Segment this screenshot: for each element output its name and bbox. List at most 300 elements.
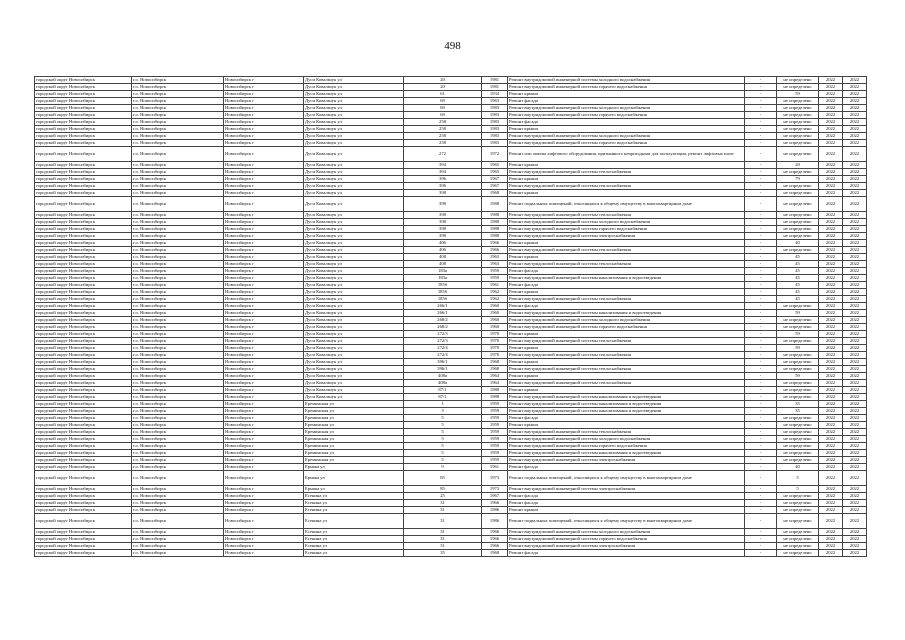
cell-cost: не определено — [777, 507, 819, 514]
cell-city: Новосибирск г — [224, 493, 304, 500]
cell-municipality: городской округ Новосибирск — [35, 422, 132, 429]
cell-house-number: 87/1 — [404, 394, 482, 401]
cell-cost: не определено — [777, 197, 819, 212]
cell-work-type: Ремонт внутридомовой инженерной системы теплоснабжения — [508, 212, 745, 219]
cell-dash: - — [745, 254, 777, 261]
cell-work-type: Ремонт крыши — [508, 507, 745, 514]
cell-end-year: 2022 — [843, 436, 867, 443]
cell-start-year: 2022 — [819, 415, 843, 422]
cell-start-year: 2022 — [819, 112, 843, 119]
cell-work-type: Ремонт крыши — [508, 126, 745, 133]
cell-cost: не определено — [777, 190, 819, 197]
cell-start-year: 2022 — [819, 98, 843, 105]
cell-year: 1983 — [482, 105, 508, 112]
cell-house-number: 3 — [404, 408, 482, 415]
cell-municipality: городской округ Новосибирск — [35, 133, 132, 140]
cell-dash: - — [745, 169, 777, 176]
cell-city: Новосибирск г — [224, 352, 304, 359]
cell-street: Дуси Ковальчук ул — [304, 359, 404, 366]
cell-cost: 40 — [777, 240, 819, 247]
cell-settlement: г.о. Новосибирск — [132, 140, 224, 147]
cell-start-year: 2022 — [819, 429, 843, 436]
table-row — [35, 394, 867, 401]
cell-work-type: Ремонт крыши — [508, 345, 745, 352]
table-row — [35, 296, 867, 303]
cell-municipality: городской округ Новосибирск — [35, 536, 132, 543]
cell-house-number: 31 — [404, 529, 482, 536]
cell-house-number: 406 — [404, 240, 482, 247]
cell-municipality: городской округ Новосибирск — [35, 408, 132, 415]
cell-year: 1983 — [482, 140, 508, 147]
cell-start-year: 2022 — [819, 464, 843, 471]
cell-cost: не определено — [777, 119, 819, 126]
cell-municipality: городской округ Новосибирск — [35, 394, 132, 401]
cell-city: Новосибирск г — [224, 98, 304, 105]
cell-year: 1973 — [482, 471, 508, 486]
cell-year: 1986 — [482, 514, 508, 529]
cell-city: Новосибирск г — [224, 133, 304, 140]
cell-start-year: 2022 — [819, 443, 843, 450]
cell-work-type: Ремонт крыши — [508, 387, 745, 394]
cell-municipality: городской округ Новосибирск — [35, 240, 132, 247]
cell-year: 1959 — [482, 408, 508, 415]
cell-dash: - — [745, 190, 777, 197]
cell-city: Новосибирск г — [224, 91, 304, 98]
cell-year: 1983 — [482, 119, 508, 126]
cell-municipality: городской округ Новосибирск — [35, 550, 132, 557]
cell-house-number: 272/4 — [404, 345, 482, 352]
cell-city: Новосибирск г — [224, 457, 304, 464]
cell-work-type: Ремонт крыши — [508, 240, 745, 247]
cell-city: Новосибирск г — [224, 240, 304, 247]
cell-cost: 45 — [777, 289, 819, 296]
cell-municipality: городской округ Новосибирск — [35, 183, 132, 190]
cell-cost: не определено — [777, 247, 819, 254]
cell-year: 1988 — [482, 219, 508, 226]
cell-house-number: 272/3 — [404, 338, 482, 345]
cell-city: Новосибирск г — [224, 450, 304, 457]
cell-street: Есенина ул — [304, 550, 404, 557]
cell-start-year: 2022 — [819, 331, 843, 338]
cell-municipality: городской округ Новосибирск — [35, 233, 132, 240]
cell-end-year: 2022 — [843, 268, 867, 275]
cell-city: Новосибирск г — [224, 282, 304, 289]
cell-dash: - — [745, 261, 777, 268]
cell-city: Новосибирск г — [224, 84, 304, 91]
cell-cost: не определено — [777, 380, 819, 387]
cell-cost: не определено — [777, 457, 819, 464]
cell-dash: - — [745, 394, 777, 401]
cell-dash: - — [745, 289, 777, 296]
cell-municipality: городской округ Новосибирск — [35, 324, 132, 331]
cell-start-year: 2022 — [819, 176, 843, 183]
cell-house-number: 394 — [404, 169, 482, 176]
cell-house-number: 272 — [404, 147, 482, 162]
table-row — [35, 310, 867, 317]
cell-start-year: 2022 — [819, 197, 843, 212]
cell-start-year: 2022 — [819, 91, 843, 98]
table-row — [35, 226, 867, 233]
cell-dash: - — [745, 352, 777, 359]
cell-street: Есенина ул — [304, 529, 404, 536]
cell-house-number: 272/3 — [404, 331, 482, 338]
cell-settlement: г.о. Новосибирск — [132, 247, 224, 254]
cell-cost: не определено — [777, 359, 819, 366]
cell-end-year: 2022 — [843, 443, 867, 450]
cell-dash: - — [745, 119, 777, 126]
cell-cost: не определено — [777, 105, 819, 112]
cell-settlement: г.о. Новосибирск — [132, 359, 224, 366]
cell-street: Дуси Ковальчук ул — [304, 183, 404, 190]
cell-end-year: 2022 — [843, 352, 867, 359]
cell-city: Новосибирск г — [224, 105, 304, 112]
cell-settlement: г.о. Новосибирск — [132, 197, 224, 212]
cell-end-year: 2022 — [843, 140, 867, 147]
cell-cost: не определено — [777, 84, 819, 91]
cell-start-year: 2022 — [819, 296, 843, 303]
table-row — [35, 233, 867, 240]
cell-dash: - — [745, 91, 777, 98]
cell-house-number: 258 — [404, 126, 482, 133]
cell-work-type: Ремонт внутридомовой инженерной системы холодного водоснабжения — [508, 219, 745, 226]
cell-street: Дуси Ковальчук ул — [304, 289, 404, 296]
cell-work-type: Ремонт крыши — [508, 289, 745, 296]
cell-end-year: 2022 — [843, 183, 867, 190]
cell-dash: - — [745, 366, 777, 373]
cell-dash: - — [745, 514, 777, 529]
cell-work-type: Ремонт подвальных помещений, относящихся к общему имуществу в многоквартирном доме — [508, 197, 745, 212]
cell-city: Новосибирск г — [224, 275, 304, 282]
cell-municipality: городской округ Новосибирск — [35, 126, 132, 133]
table-row — [35, 190, 867, 197]
cell-end-year: 2022 — [843, 550, 867, 557]
cell-municipality: городской округ Новосибирск — [35, 443, 132, 450]
cell-municipality: городской округ Новосибирск — [35, 471, 132, 486]
cell-cost: 45 — [777, 268, 819, 275]
cell-end-year: 2022 — [843, 84, 867, 91]
cell-cost: не определено — [777, 415, 819, 422]
cell-house-number: 5 — [404, 457, 482, 464]
cell-house-number: 20 — [404, 77, 482, 84]
cell-cost: не определено — [777, 140, 819, 147]
cell-cost: не определено — [777, 233, 819, 240]
cell-dash: - — [745, 240, 777, 247]
cell-cost: не определено — [777, 126, 819, 133]
table-row — [35, 443, 867, 450]
table-row — [35, 112, 867, 119]
cell-year: 1962 — [482, 289, 508, 296]
cell-city: Новосибирск г — [224, 338, 304, 345]
cell-year: 1968 — [482, 550, 508, 557]
table-row — [35, 493, 867, 500]
cell-cost: 40 — [777, 464, 819, 471]
table-row — [35, 450, 867, 457]
cell-work-type: Ремонт внутридомовой инженерной системы теплоснабжения — [508, 338, 745, 345]
cell-start-year: 2022 — [819, 254, 843, 261]
cell-dash: - — [745, 197, 777, 212]
cell-work-type: Ремонт внутридомовой инженерной системы канализования и водоотведения — [508, 310, 745, 317]
cell-street: Дуси Ковальчук ул — [304, 331, 404, 338]
cell-end-year: 2022 — [843, 429, 867, 436]
cell-end-year: 2022 — [843, 529, 867, 536]
cell-settlement: г.о. Новосибирск — [132, 387, 224, 394]
cell-settlement: г.о. Новосибирск — [132, 190, 224, 197]
cell-work-type: Ремонт подвальных помещений, относящихся к общему имуществу в многоквартирном доме — [508, 514, 745, 529]
cell-year: 1981 — [482, 84, 508, 91]
cell-house-number: 183а — [404, 275, 482, 282]
cell-municipality: городской округ Новосибирск — [35, 507, 132, 514]
cell-city: Новосибирск г — [224, 119, 304, 126]
cell-municipality: городской округ Новосибирск — [35, 345, 132, 352]
cell-cost: 45 — [777, 261, 819, 268]
cell-dash: - — [745, 493, 777, 500]
cell-dash: - — [745, 345, 777, 352]
cell-year: 1970 — [482, 345, 508, 352]
table-row — [35, 212, 867, 219]
cell-year: 1959 — [482, 436, 508, 443]
cell-municipality: городской округ Новосибирск — [35, 91, 132, 98]
cell-settlement: г.о. Новосибирск — [132, 310, 224, 317]
cell-street: Дуси Ковальчук ул — [304, 219, 404, 226]
cell-street: Дуси Ковальчук ул — [304, 98, 404, 105]
cell-work-type: Ремонт фасада — [508, 268, 745, 275]
cell-municipality: городской округ Новосибирск — [35, 415, 132, 422]
cell-work-type: Ремонт внутридомовой инженерной системы теплоснабжения — [508, 261, 745, 268]
table-row — [35, 345, 867, 352]
table-row — [35, 415, 867, 422]
cell-municipality: городской округ Новосибирск — [35, 436, 132, 443]
cell-city: Новосибирск г — [224, 429, 304, 436]
table-row — [35, 529, 867, 536]
cell-city: Новосибирск г — [224, 169, 304, 176]
cell-municipality: городской округ Новосибирск — [35, 275, 132, 282]
cell-cost: не определено — [777, 387, 819, 394]
cell-cost: не определено — [777, 317, 819, 324]
cell-end-year: 2022 — [843, 289, 867, 296]
cell-municipality: городской округ Новосибирск — [35, 429, 132, 436]
cell-end-year: 2022 — [843, 514, 867, 529]
cell-cost: 79 — [777, 176, 819, 183]
cell-end-year: 2022 — [843, 380, 867, 387]
cell-year: 1970 — [482, 352, 508, 359]
cell-dash: - — [745, 140, 777, 147]
cell-work-type: Ремонт внутридомовой инженерной системы канализования и водоотведения — [508, 394, 745, 401]
cell-start-year: 2022 — [819, 536, 843, 543]
cell-house-number: 35 — [404, 550, 482, 557]
cell-street: Ереминская ул — [304, 457, 404, 464]
cell-year: 1959 — [482, 422, 508, 429]
cell-house-number: 258 — [404, 119, 482, 126]
cell-municipality: городской округ Новосибирск — [35, 289, 132, 296]
cell-dash: - — [745, 471, 777, 486]
cell-house-number: 266/1 — [404, 303, 482, 310]
cell-house-number: 69 — [404, 105, 482, 112]
cell-settlement: г.о. Новосибирск — [132, 401, 224, 408]
cell-municipality: городской округ Новосибирск — [35, 387, 132, 394]
cell-start-year: 2022 — [819, 84, 843, 91]
cell-start-year: 2022 — [819, 387, 843, 394]
cell-cost: не определено — [777, 550, 819, 557]
cell-year: 1959 — [482, 275, 508, 282]
cell-settlement: г.о. Новосибирск — [132, 147, 224, 162]
cell-street: Дуси Ковальчук ул — [304, 147, 404, 162]
table-row — [35, 219, 867, 226]
cell-cost: 59 — [777, 91, 819, 98]
cell-house-number: 398 — [404, 233, 482, 240]
cell-house-number: 31 — [404, 536, 482, 543]
cell-work-type: Ремонт внутридомовой инженерной системы теплоснабжения — [508, 296, 745, 303]
cell-year: 1959 — [482, 443, 508, 450]
cell-work-type: Ремонт внутридомовой инженерной системы теплоснабжения — [508, 352, 745, 359]
cell-street: Дуси Ковальчук ул — [304, 112, 404, 119]
cell-settlement: г.о. Новосибирск — [132, 254, 224, 261]
cell-start-year: 2022 — [819, 345, 843, 352]
cell-house-number: 85 — [404, 471, 482, 486]
cell-end-year: 2022 — [843, 450, 867, 457]
cell-city: Новосибирск г — [224, 373, 304, 380]
cell-cost: не определено — [777, 226, 819, 233]
cell-dash: - — [745, 247, 777, 254]
cell-work-type: Ремонт фасада — [508, 464, 745, 471]
cell-city: Новосибирск г — [224, 514, 304, 529]
table-row — [35, 331, 867, 338]
cell-municipality: городской округ Новосибирск — [35, 457, 132, 464]
table-row — [35, 514, 867, 529]
cell-year: 1963 — [482, 254, 508, 261]
cell-municipality: городской округ Новосибирск — [35, 366, 132, 373]
cell-dash: - — [745, 126, 777, 133]
cell-city: Новосибирск г — [224, 247, 304, 254]
cell-work-type: Ремонт внутридомовой инженерной системы электроснабжения — [508, 486, 745, 493]
cell-street: Дуси Ковальчук ул — [304, 373, 404, 380]
cell-start-year: 2022 — [819, 226, 843, 233]
cell-street: Ереминская ул — [304, 401, 404, 408]
cell-city: Новосибирск г — [224, 443, 304, 450]
cell-dash: - — [745, 226, 777, 233]
cell-work-type: Ремонт внутридомовой инженерной системы холодного водоснабжения — [508, 105, 745, 112]
cell-end-year: 2022 — [843, 91, 867, 98]
cell-settlement: г.о. Новосибирск — [132, 464, 224, 471]
cell-dash: - — [745, 233, 777, 240]
cell-work-type: Ремонт крыши — [508, 176, 745, 183]
cell-city: Новосибирск г — [224, 289, 304, 296]
cell-settlement: г.о. Новосибирск — [132, 457, 224, 464]
cell-settlement: г.о. Новосибирск — [132, 415, 224, 422]
cell-cost: не определено — [777, 543, 819, 550]
cell-municipality: городской округ Новосибирск — [35, 140, 132, 147]
cell-municipality: городской округ Новосибирск — [35, 190, 132, 197]
table-row — [35, 324, 867, 331]
cell-city: Новосибирск г — [224, 471, 304, 486]
cell-start-year: 2022 — [819, 126, 843, 133]
cell-city: Новосибирск г — [224, 261, 304, 268]
cell-street: Дуси Ковальчук ул — [304, 317, 404, 324]
cell-start-year: 2022 — [819, 493, 843, 500]
cell-start-year: 2022 — [819, 436, 843, 443]
cell-municipality: городской округ Новосибирск — [35, 331, 132, 338]
cell-cost: не определено — [777, 338, 819, 345]
cell-work-type: Ремонт внутридомовой инженерной системы горячего водоснабжения — [508, 443, 745, 450]
cell-city: Новосибирск г — [224, 162, 304, 169]
cell-cost: не определено — [777, 183, 819, 190]
cell-start-year: 2022 — [819, 500, 843, 507]
cell-dash: - — [745, 275, 777, 282]
cell-end-year: 2022 — [843, 147, 867, 162]
cell-city: Новосибирск г — [224, 345, 304, 352]
cell-settlement: г.о. Новосибирск — [132, 226, 224, 233]
cell-settlement: г.о. Новосибирск — [132, 331, 224, 338]
cell-settlement: г.о. Новосибирск — [132, 422, 224, 429]
cell-end-year: 2022 — [843, 261, 867, 268]
cell-house-number: 5 — [404, 450, 482, 457]
cell-settlement: г.о. Новосибирск — [132, 429, 224, 436]
cell-year: 1959 — [482, 450, 508, 457]
cell-house-number: 61 — [404, 91, 482, 98]
cell-end-year: 2022 — [843, 387, 867, 394]
cell-city: Новосибирск г — [224, 550, 304, 557]
cell-street: Ереминская ул — [304, 422, 404, 429]
cell-work-type: Ремонт или замена лифтового оборудования, признанного непригодным для эксплуатации, ремонт лифтовых шахт — [508, 147, 745, 162]
cell-end-year: 2022 — [843, 543, 867, 550]
cell-work-type: Ремонт внутридомовой инженерной системы горячего водоснабжения — [508, 324, 745, 331]
table-row — [35, 536, 867, 543]
table-row — [35, 429, 867, 436]
cell-street: Дуси Ковальчук ул — [304, 190, 404, 197]
cell-house-number: 5 — [404, 443, 482, 450]
cell-street: Ереминская ул — [304, 415, 404, 422]
cell-work-type: Ремонт внутридомовой инженерной системы горячего водоснабжения — [508, 536, 745, 543]
cell-year: 1960 — [482, 317, 508, 324]
cell-start-year: 2022 — [819, 233, 843, 240]
cell-dash: - — [745, 324, 777, 331]
cell-municipality: городской округ Новосибирск — [35, 226, 132, 233]
cell-year: 1988 — [482, 394, 508, 401]
cell-work-type: Ремонт крыши — [508, 162, 745, 169]
cell-end-year: 2022 — [843, 536, 867, 543]
cell-street: Дуси Ковальчук ул — [304, 310, 404, 317]
cell-cost: не определено — [777, 500, 819, 507]
cell-settlement: г.о. Новосибирск — [132, 91, 224, 98]
table-row — [35, 373, 867, 380]
cell-year: 1968 — [482, 190, 508, 197]
cell-work-type: Ремонт внутридомовой инженерной системы теплоснабжения — [508, 366, 745, 373]
cell-street: Ереминская ул — [304, 443, 404, 450]
cell-settlement: г.о. Новосибирск — [132, 169, 224, 176]
cell-end-year: 2022 — [843, 169, 867, 176]
cell-end-year: 2022 — [843, 338, 867, 345]
cell-dash: - — [745, 296, 777, 303]
cell-cost: не определено — [777, 303, 819, 310]
cell-street: Дуси Ковальчук ул — [304, 296, 404, 303]
cell-settlement: г.о. Новосибирск — [132, 126, 224, 133]
cell-cost: не определено — [777, 147, 819, 162]
cell-house-number: 5 — [404, 429, 482, 436]
cell-settlement: г.о. Новосибирск — [132, 514, 224, 529]
table-row — [35, 247, 867, 254]
cell-start-year: 2022 — [819, 338, 843, 345]
cell-work-type: Ремонт крыши — [508, 190, 745, 197]
cell-start-year: 2022 — [819, 133, 843, 140]
table-row — [35, 352, 867, 359]
cell-work-type: Ремонт внутридомовой инженерной системы канализования и водоотведения — [508, 401, 745, 408]
cell-city: Новосибирск г — [224, 254, 304, 261]
cell-year: 1983 — [482, 112, 508, 119]
cell-dash: - — [745, 105, 777, 112]
cell-street: Дуси Ковальчук ул — [304, 345, 404, 352]
cell-cost: не определено — [777, 429, 819, 436]
cell-city: Новосибирск г — [224, 331, 304, 338]
cell-cost: не определено — [777, 324, 819, 331]
